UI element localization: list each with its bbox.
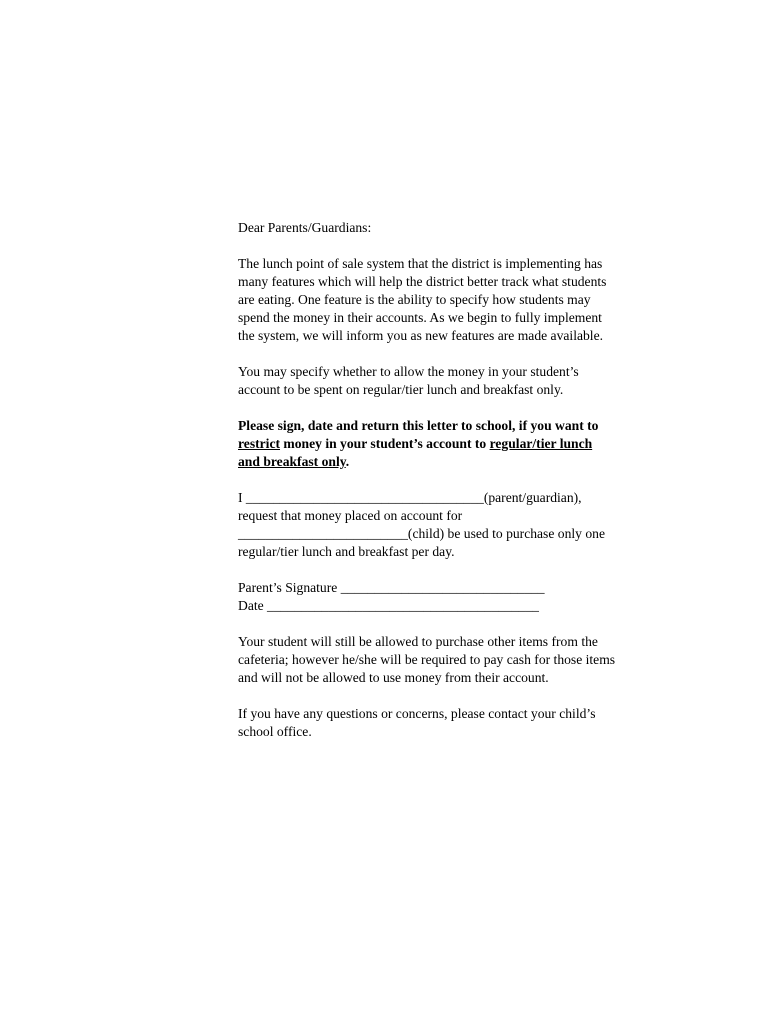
contact-paragraph	[238, 705, 678, 741]
request-line: regular/tier lunch and breakfast per day.	[238, 544, 455, 559]
date-field[interactable]: Date ________________________________________	[238, 598, 539, 613]
instruction-mid-text: money in your student’s account to	[280, 436, 490, 451]
option-line: You may specify whether to allow the money in your student’s	[238, 364, 579, 379]
option-line: account to be spent on regular/tier lunch and breakfast only.	[238, 382, 564, 397]
instruction-line	[238, 453, 678, 471]
intro-line: the system, we will inform you as new features are made available.	[238, 328, 604, 343]
breakfast-only-text: and breakfast only	[238, 454, 346, 469]
intro-line: many features which will help the district better track what students	[238, 274, 607, 289]
option-paragraph	[238, 363, 678, 399]
instruction-paragraph	[238, 417, 678, 471]
request-paragraph	[238, 489, 678, 561]
parent-signature-field[interactable]: Parent’s Signature ______________________________	[238, 580, 545, 595]
contact-line: If you have any questions or concerns, please contact your child’s	[238, 706, 596, 721]
letter-body	[238, 219, 678, 759]
cafeteria-line: Your student will still be allowed to purchase other items from the	[238, 634, 598, 649]
child-blank-line[interactable]: _________________________(child) be used to purchase only one	[238, 526, 605, 541]
request-line: request that money placed on account for	[238, 508, 463, 523]
salutation-text: Dear Parents/Guardians:	[238, 220, 372, 235]
intro-paragraph	[238, 255, 678, 345]
instruction-line: Please sign, date and return this letter to school, if you want to	[238, 418, 599, 433]
parent-guardian-blank-line[interactable]: I ___________________________________(parent/guardian),	[238, 490, 582, 505]
intro-line: are eating. One feature is the ability to specify how students may	[238, 292, 591, 307]
restrict-text: restrict	[238, 436, 281, 451]
intro-line: The lunch point of sale system that the district is implementing has	[238, 256, 603, 271]
intro-line: spend the money in their accounts. As we begin to fully implement	[238, 310, 602, 325]
instruction-line	[238, 435, 678, 453]
cafeteria-line: cafeteria; however he/she will be required to pay cash for those items	[238, 652, 616, 667]
regular-tier-lunch-text: regular/tier lunch	[489, 436, 593, 451]
signature-block	[238, 579, 678, 615]
instruction-end-text: .	[345, 454, 350, 469]
contact-line: school office.	[238, 724, 312, 739]
salutation	[238, 219, 678, 237]
cafeteria-line: and will not be allowed to use money from their account.	[238, 670, 549, 685]
cafeteria-paragraph	[238, 633, 678, 687]
